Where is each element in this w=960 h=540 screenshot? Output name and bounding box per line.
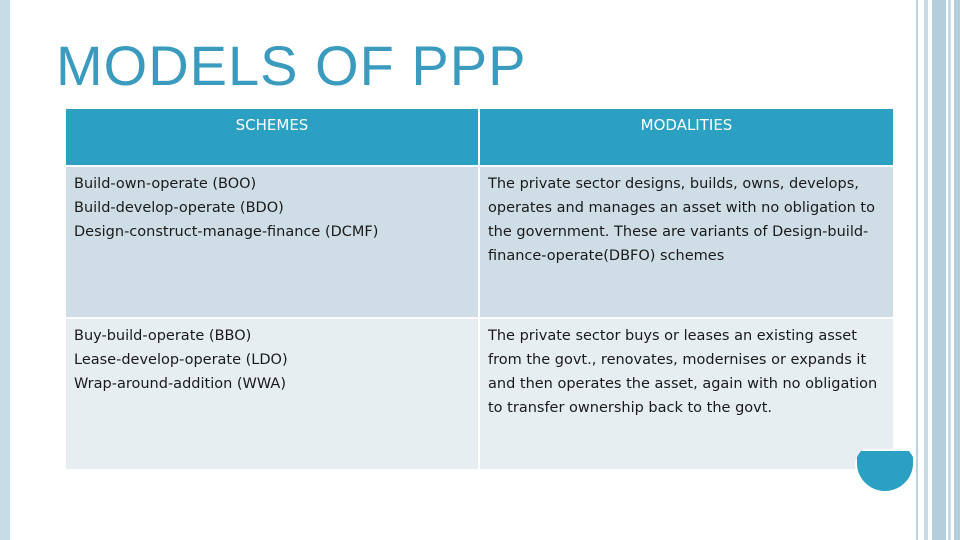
left-decorative-bar <box>0 0 10 540</box>
scheme-item: Wrap-around-addition (WWA) <box>74 376 287 392</box>
ppp-models-table <box>66 109 893 469</box>
frame-line <box>924 0 928 540</box>
header-modalities: MODALITIES <box>480 109 893 165</box>
header-schemes: SCHEMES <box>66 109 480 165</box>
slide-title: MODELS OF PPP <box>56 34 527 97</box>
decorative-circle <box>855 449 915 493</box>
right-decorative-frame <box>916 0 960 540</box>
scheme-item: Build-develop-operate (BDO) <box>74 200 284 216</box>
table-row <box>66 319 893 469</box>
frame-line <box>954 0 960 540</box>
scheme-item: Lease-develop-operate (LDO) <box>74 352 288 368</box>
scheme-item: Design-construct-manage-finance (DCMF) <box>74 224 379 240</box>
frame-line <box>948 0 951 540</box>
schemes-cell <box>66 319 480 469</box>
modalities-cell: The private sector designs, builds, owns, develops, operates and manages an asset with no obligation to the government. These are variants of Design-build-finance-operate(DBFO) schemes <box>480 167 893 317</box>
frame-line <box>916 0 918 540</box>
modalities-cell: The private sector buys or leases an existing asset from the govt., renovates, modernises or expands it and then operates the asset, again with no obligation to transfer ownership back to the govt. <box>480 319 893 469</box>
frame-line <box>932 0 946 540</box>
scheme-item: Build-own-operate (BOO) <box>74 176 257 192</box>
table-header-row <box>66 109 893 167</box>
schemes-cell <box>66 167 480 317</box>
table-row <box>66 167 893 319</box>
scheme-item: Buy-build-operate (BBO) <box>74 328 252 344</box>
